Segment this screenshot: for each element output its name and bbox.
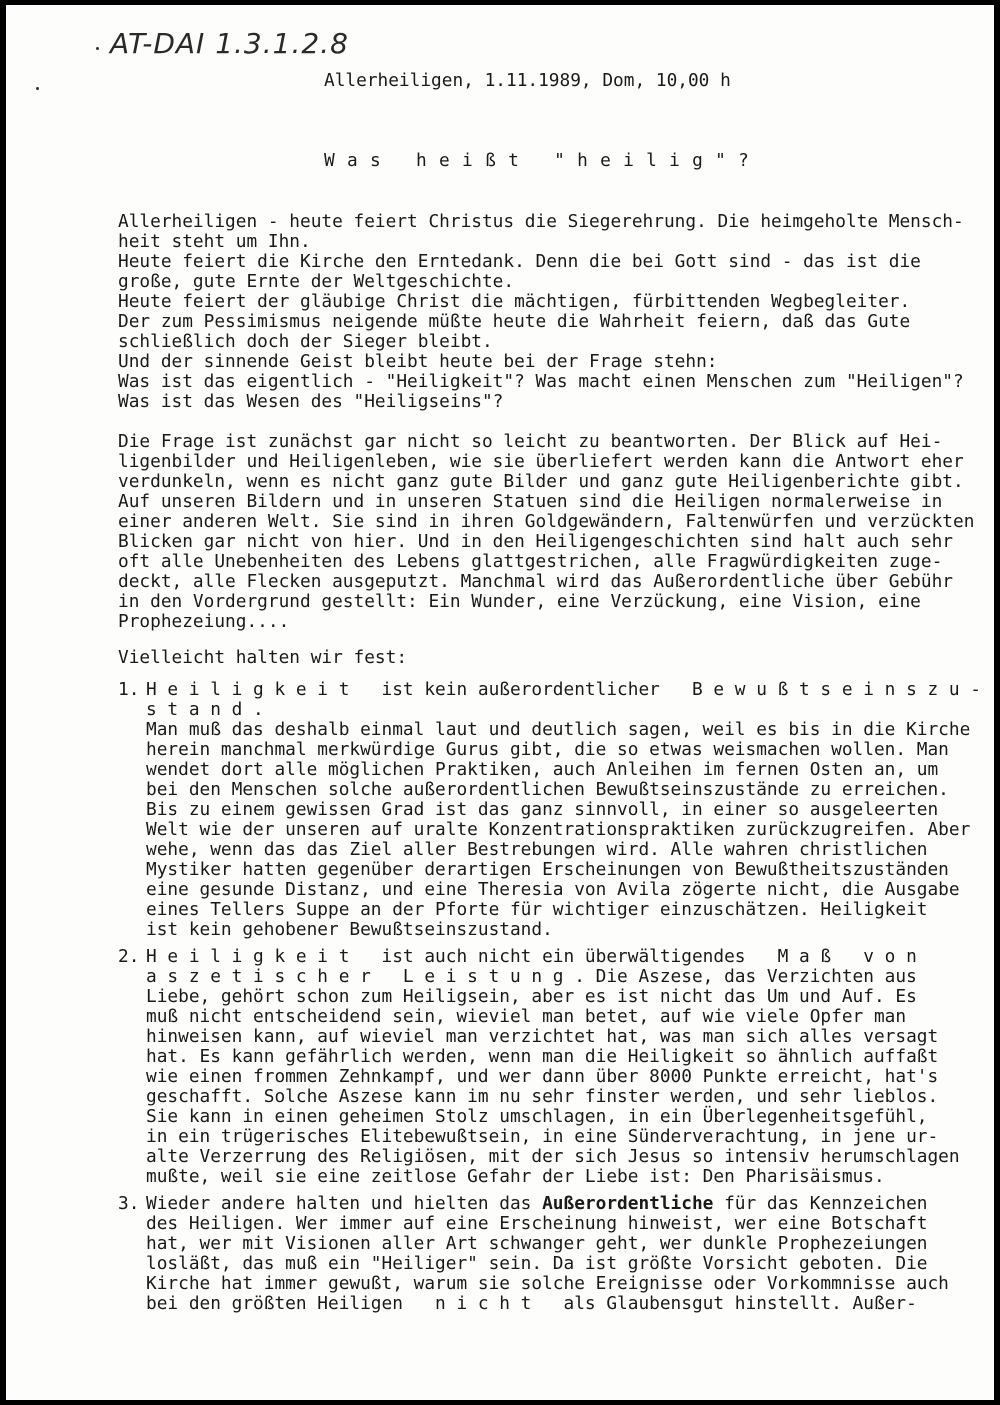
ink-dot — [96, 47, 99, 50]
page-title: W a s h e i ß t " h e i l i g " ? — [324, 150, 750, 171]
ink-dot — [36, 87, 39, 90]
list-number: 3. — [118, 1193, 140, 1214]
list-number: 1. — [118, 679, 140, 700]
list-item-3-pre: Wieder andere halten und hielten das — [146, 1193, 543, 1214]
lead-line: Vielleicht halten wir fest: — [118, 647, 408, 668]
header-line: Allerheiligen, 1.11.1989, Dom, 10,00 h — [324, 70, 731, 91]
list-item-3-post: für das Kennzeichen des Heiligen. Wer immer auf eine Erscheinung hinweist, wer eine Botschaft hat, wer mit Visionen aller Art schwanger geht, wer dunkle Prophezeiungen losläßt, das muß ein "Heiliger" sein. Da ist größte Vorsicht geboten. Die Kirche hat immer gewußt, warum sie solche Ereignisse oder Vorkommnisse auch bei den größten Heiligen n i c h t als Glaubensgut hinstellt. Außer- — [146, 1193, 949, 1314]
archive-stamp: AT-DAI 1.3.1.2.8 — [110, 27, 349, 60]
document-page — [6, 5, 994, 1400]
second-paragraph: Die Frage ist zunächst gar nicht so leicht zu beantworten. Der Blick auf Hei- ligenbilder und Heiligenleben, wie sie überliefert werden kann die Antwort eher verdunkeln, wenn es nicht ganz gute Bilder und ganz gute Heiligenberichte gibt. Auf unseren Bildern und in unseren Statuen sind die Heiligen normalerweise in einer anderen Welt. Sie sind in ihren Goldgewändern, Faltenwürfen und verzückten Blicken gar nicht von hier. Und in den Heiligengeschichten sind halt auch sehr oft alle Unebenheiten des Lebens glattgestrichen, alle Fragwürdigkeiten zuge- deckt, alle Flecken ausgeputzt. Manchmal wird das Außerordentliche über Gebühr in den Vordergrund gestellt: Ein Wunder, eine Verzückung, eine Vision, eine Prophezeiung.... — [118, 431, 975, 632]
list-item-2-text: H e i l i g k e i t ist auch nicht ein überwältigendes M a ß v o n a s z e t i s c h e r L e i s t u n g . Die Aszese, das Verzichten aus Liebe, gehört schon zum Heiligsein, aber es ist nicht das Um und Auf. Es muß nicht entscheidend sein, wieviel man betet, auf wie viele Opfer man hinweisen kann, auf wieviel man verzichtet hat, was man sich alles versagt hat. Es kann gefährlich werden, wenn man die Heiligkeit so ähnlich auffaßt wie einen frommen Zehnkampf, und wer dann über 8000 Punkte erreicht, hat's geschafft. Solche Aszese kann im nu sehr finster werden, und sehr lieblos. Sie kann in einen geheimen Stolz umschlagen, in ein Überlegenheitsgefühl, in ein trügerisches Elitebewußtsein, in eine Sünderverachtung, in jene ur- alte Verzerrung des Religiösen, mit der sich Jesus so intensiv herumschlagen mußte, weil sie eine zeitlose Gefahr der Liebe ist: Den Pharisäismus. — [146, 946, 960, 1187]
list-item-1-text: H e i l i g k e i t ist kein außerordentlicher B e w u ß t s e i n s z u - s t a n d . Man muß das deshalb einmal laut und deutlich sagen, weil es bis in die Kirche herein manchmal merkwürdige Gurus gibt, die so etwas weismachen wollen. Man wendet dort alle möglichen Praktiken, auch Anleihen im fernen Osten an, um bei den Menschen solche außerordentlichen Bewußtseinszustände zu erreichen. Bis zu einem gewissen Grad ist das ganz sinnvoll, in einer so ausgeleerten Welt wie der unseren auf uralte Konzentrationspraktiken zurückzugreifen. Aber wehe, wenn das das Ziel aller Bestrebungen wird. Alle wahren christlichen Mystiker hatten gegenüber derartigen Erscheinungen von Bewußtheitszuständen eine gesunde Distanz, und eine Theresia von Avila zögerte nicht, die Ausgabe eines Tellers Suppe an der Pforte für wichtiger einzuschätzen. Heiligkeit ist kein gehobener Bewußtseinszustand. — [146, 679, 982, 940]
bold-term: Außerordentliche — [542, 1193, 714, 1214]
intro-paragraph: Allerheiligen - heute feiert Christus die Siegerehrung. Die heimgeholte Mensch- heit steht um Ihn. Heute feiert die Kirche den Erntedank. Denn die bei Gott sind - das ist die große, gute Ernte der Weltgeschichte. Heute feiert der gläubige Christ die mächtigen, fürbittenden Wegbegleiter. Der zum Pessimismus neigende müßte heute die Wahrheit feiern, daß das Gute schließlich doch der Sieger bleibt. Und der sinnende Geist bleibt heute bei der Frage stehn: Was ist das eigentlich - "Heiligkeit"? Was macht einen Menschen zum "Heiligen"? Was ist das Wesen des "Heiligseins"? — [118, 211, 964, 412]
list-item-3-text — [146, 1194, 949, 1314]
list-number: 2. — [118, 946, 140, 967]
